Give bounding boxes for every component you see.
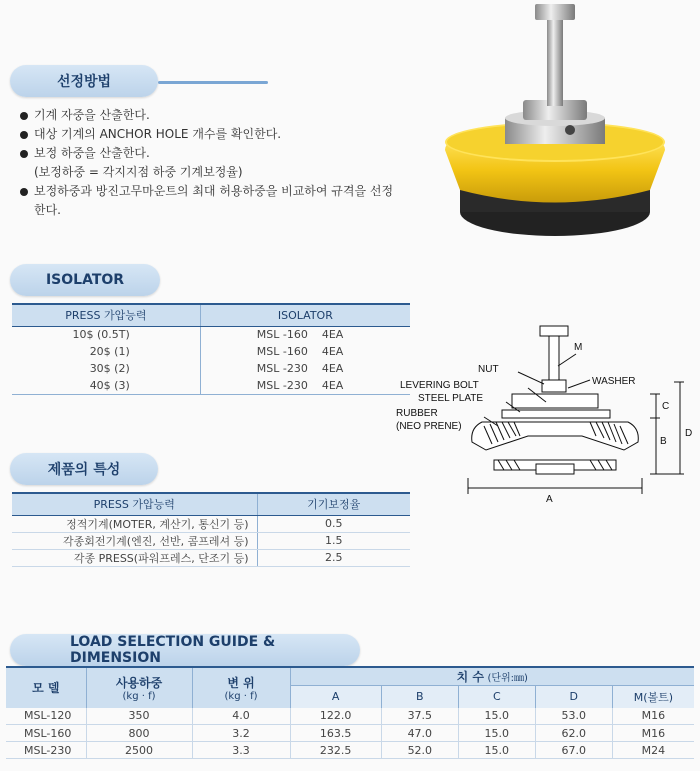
label-dim-d: D: [685, 428, 693, 439]
label-neo-prene: (NEO PRENE): [396, 421, 462, 432]
section-title-load: [10, 634, 360, 666]
column-header-dimensions: 치 수 (단위:㎜): [290, 667, 694, 686]
bullet-icon: [20, 112, 28, 120]
section-title-selection: [10, 65, 158, 97]
features-title: 제품의 특성: [47, 462, 121, 478]
table-header-row: [12, 493, 410, 515]
list-item: (보정하중 = 각지지점 하중 기계보정율): [34, 165, 243, 179]
label-steel-plate: STEEL PLATE: [418, 393, 484, 404]
mount-cross-section-diagram: [378, 318, 694, 516]
table-row: 각종회전기계(엔진, 선반, 콤프레셔 등) 1.5: [12, 532, 410, 549]
bullet-icon: [20, 150, 28, 158]
label-dim-b: B: [660, 436, 667, 447]
table-header-row: [12, 304, 410, 326]
selection-title: 선정방법: [56, 74, 112, 90]
load-dimension-table: [6, 666, 694, 759]
table-row: MSL-120 350 4.0 122.0 37.5 15.0 53.0 M16: [6, 708, 694, 725]
column-header-c: C: [458, 686, 535, 708]
table-row: 40$ (3) MSL -230 4EA: [12, 377, 410, 394]
column-header-a: A: [290, 686, 381, 708]
column-header-load: 사용하중 (kg · f): [86, 667, 192, 708]
section-title-features: [10, 453, 158, 485]
bullet-icon: [20, 188, 28, 196]
product-photo-mount: [435, 0, 675, 250]
isolator-table: [12, 303, 410, 395]
column-header-model: 모 델: [6, 667, 86, 708]
column-header-m: M(볼트): [612, 686, 694, 708]
features-table: [12, 492, 410, 567]
column-header: 기기보정율: [257, 493, 410, 515]
table-row: 30$ (2) MSL -230 4EA: [12, 360, 410, 377]
column-header-d: D: [535, 686, 612, 708]
label-rubber: RUBBER: [396, 408, 438, 419]
load-title: LOAD SELECTION GUIDE & DIMENSION: [70, 634, 276, 666]
label-nut: NUT: [478, 364, 499, 375]
column-header-b: B: [381, 686, 458, 708]
section-rule-selection: [158, 81, 268, 84]
table-row: 10$ (0.5T) MSL -160 4EA: [12, 326, 410, 343]
section-title-isolator: [10, 264, 160, 296]
column-header-displacement: 변 위 (kg · f): [192, 667, 290, 708]
label-levering-bolt: LEVERING BOLT: [400, 380, 479, 391]
label-m: M: [574, 342, 583, 353]
label-dim-a: A: [546, 494, 553, 505]
column-header: PRESS 가압능력: [12, 304, 200, 326]
bullet-icon: [20, 131, 28, 139]
isolator-title: ISOLATOR: [45, 272, 125, 288]
list-item: 대상 기계의 ANCHOR HOLE 개수를 확인한다.: [20, 125, 410, 144]
label-dim-c: C: [662, 401, 670, 412]
table-row: 각종 PRESS(파워프레스, 단조기 등) 2.5: [12, 549, 410, 566]
label-washer: WASHER: [592, 376, 636, 387]
table-row: 정적기계(MOTER, 계산기, 통신기 등) 0.5: [12, 515, 410, 532]
list-item: 보정하중과 방진고무마운트의 최대 허용하중을 비교하여 규격을 선정: [20, 182, 410, 201]
column-header: PRESS 가압능력: [12, 493, 257, 515]
list-item: 한다.: [34, 203, 61, 217]
list-item: 보정 하중을 산출한다.: [20, 144, 410, 163]
table-row: MSL-230 2500 3.3 232.5 52.0 15.0 67.0 M24: [6, 742, 694, 759]
table-header-row: [6, 667, 694, 686]
column-header: ISOLATOR: [200, 304, 410, 326]
table-row: MSL-160 800 3.2 163.5 47.0 15.0 62.0 M16: [6, 725, 694, 742]
selection-steps-list: [20, 106, 410, 220]
table-row: 20$ (1) MSL -160 4EA: [12, 343, 410, 360]
list-item: 기계 자중을 산출한다.: [20, 106, 410, 125]
